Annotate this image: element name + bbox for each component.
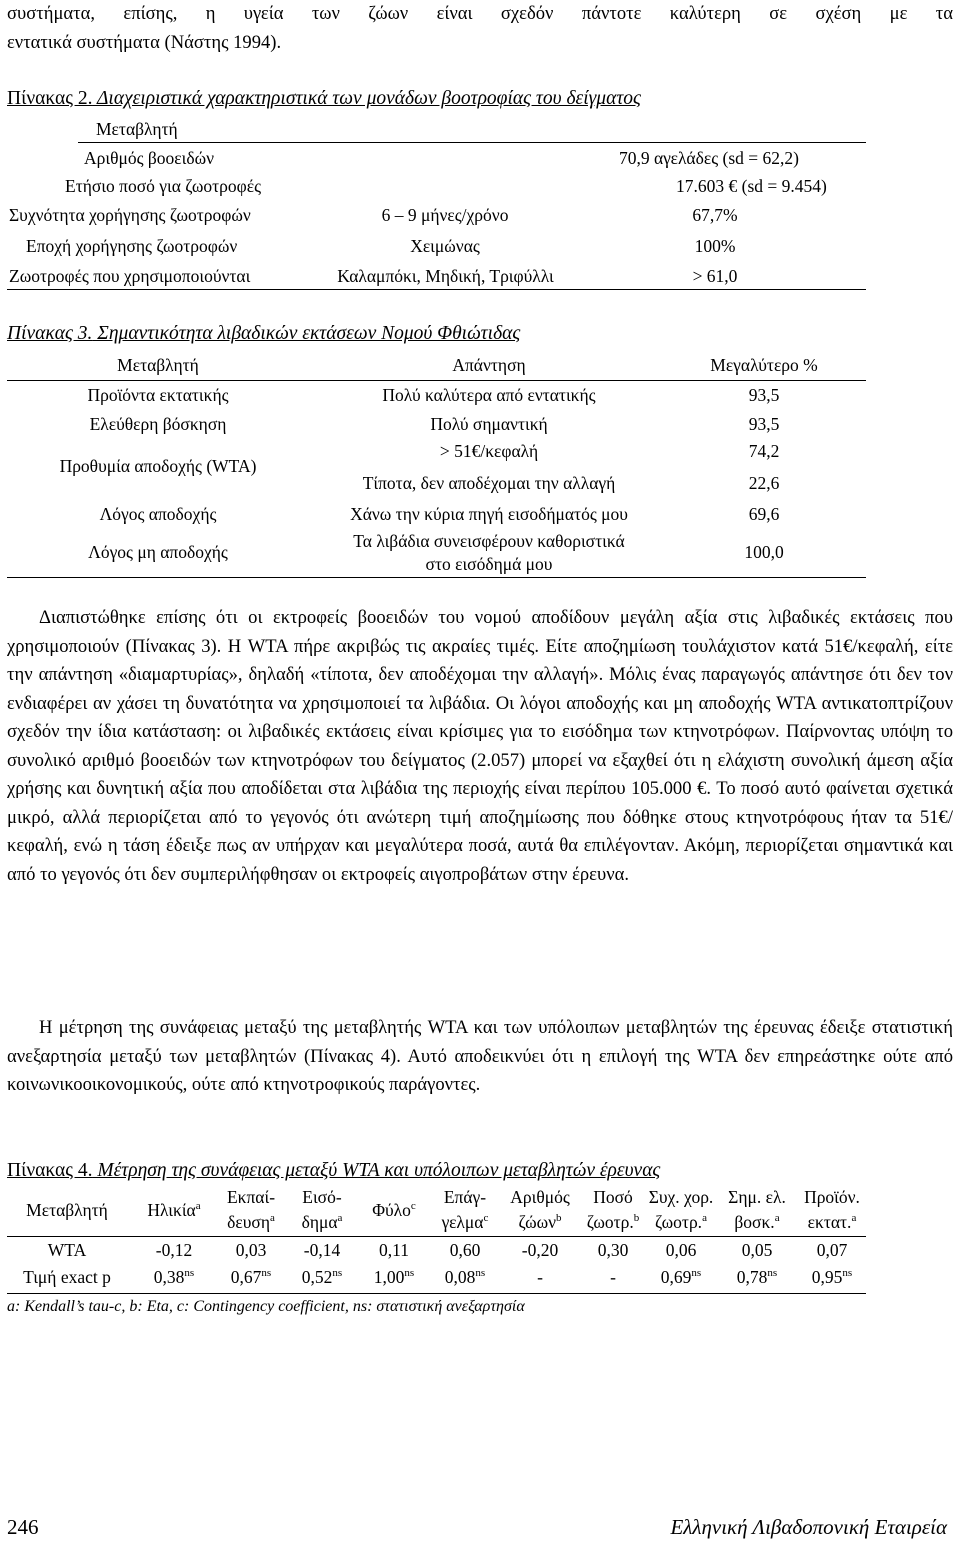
table2-row-value: 70,9 αγελάδες (sd = 62,2) <box>619 148 799 168</box>
table4-header-cell: ζώων$^b$ <box>518 1212 562 1232</box>
table3-row-answer: στο εισόδημά μου <box>425 554 553 574</box>
table4-header-cell: εκτατ.$^a$ <box>807 1212 857 1232</box>
table2-caption <box>7 86 641 112</box>
superscript: ns <box>184 1267 195 1280</box>
table4-header-cell: Ποσό <box>593 1187 633 1207</box>
table4-caption <box>7 1158 660 1184</box>
table4-header-cell: δευση$^a$ <box>227 1212 275 1232</box>
table4-title: Μέτρηση της συνάφειας μεταξύ WTA και υπόλοιπων μεταβλητών έρευνας <box>92 1160 661 1181</box>
superscript: b <box>633 1212 640 1225</box>
table2-row-answer: Καλαμπόκι, Μηδική, Τριφύλλι <box>337 266 554 286</box>
table2-row-var: Ετήσιο ποσό για ζωοτροφές <box>65 176 262 196</box>
superscript: ns <box>404 1267 415 1280</box>
table3-row-answer: Πολύ καλύτερα από εντατικής <box>382 385 596 405</box>
table4-cell: - <box>610 1267 616 1287</box>
superscript: a <box>774 1212 780 1225</box>
superscript: ns <box>332 1267 343 1280</box>
table4-footnote: a: Kendall’s tau-c, b: Eta, c: Contingency coefficient, ns: στατιστική ανεξαρτησία <box>7 1298 525 1315</box>
table3-row-pct: 93,5 <box>748 385 780 405</box>
table4-cell: 0,07 <box>816 1240 848 1260</box>
table4-header-cell: Σημ. ελ. <box>728 1187 786 1207</box>
body-paragraph: Διαπιστώθηκε επίσης ότι οι εκτροφείς βοοειδών του νομού αποδίδουν μεγάλη αξία στις λιβαδικές εκτάσεις που χρησιμοποιούν (Πίνακας 3). Η WTA πήρε ακριβώς τις ακραίες τιμές. Είτε αποζημίωση τουλάχιστον κατά 51€/κεφαλή, είτε την απάντηση «διαμαρτυρίας», δηλαδή «τίποτα, δεν αποδέχομαι την αλλαγή». Μόλις ένας παραγωγός απάντησε ότι δεν τον ενδιαφέρει αν χάσει τη δυνατότητα να χρησιμοποιεί τα λιβάδια. Οι λόγοι αποδοχής και μη αποδοχής WTA αντικατοπτρίζουν σχεδόν την ίδια κατάσταση: οι λιβαδικές εκτάσεις είναι κρίσιμες για το εισόδημα των κτηνοτρόφων. Παίρνοντας υπόψη το συνολικό αριθμό βοοειδών των κτηνοτρόφων του δείγματος (2.057) μπορεί να εξαχθεί ότι η ελάχιστη συνολική άμεση αξία χρήσης και δυνητική αξία που αποδίδεται στα λιβάδια της περιοχής είναι περίπου 105.000 €. Το ποσό αυτό φαίνεται σχετικά μικρό, αλλά περιορίζεται από το γεγονός ότι ανώτερη τιμή αποζημίωσης που δόθηκε στους κτηνοτρόφους ήταν τα 51€/κεφαλή, ενώ η τάση έδειξε πως αν υπήρχαν και μεγαλύτερα ποσά, αυτά θα επιλέγονταν. Ακόμη, περιορίζεται σημαντικά και από το γεγονός ότι δεν συμπεριλήφθησαν οι εκτροφείς αιγοπροβάτων στην έρευνα. <box>7 607 953 885</box>
table3-row-answer: Τα λιβάδια συνεισφέρουν καθοριστικά <box>353 531 625 551</box>
table4-cell: 0,60 <box>449 1240 481 1260</box>
table4-cell: $0,95^{ns}$ <box>811 1267 853 1287</box>
table2-header: Μεταβλητή <box>96 119 178 139</box>
table4-rule <box>7 1236 866 1237</box>
body-paragraph: Η μέτρηση της συνάφειας μεταξύ της μεταβλητής WTA και των υπόλοιπων μεταβλητών της έρευνας έδειξε στατιστική ανεξαρτησία μεταξύ των μεταβλητών (Πίνακας 4). Αυτό αποδεικνύει ότι η επιλογή της WTA δεν επηρεάστηκε ούτε από κοινωνικοοικονομικούς, ούτε από κτηνοτροφικούς παράγοντες. <box>7 1017 953 1095</box>
table4-header-cell: Συχ. χορ. <box>648 1187 714 1207</box>
superscript: c <box>483 1212 489 1225</box>
table4-header-cell: ζωοτρ.$^a$ <box>655 1212 707 1232</box>
table4-cell: $0,38^{ns}$ <box>153 1267 195 1287</box>
table2-title: Διαχειριστικά χαρακτηριστικά των μονάδων βοοτροφίας του δείγματος <box>92 88 641 109</box>
page-number: 246 <box>7 1515 39 1539</box>
table2-row-pct: 100% <box>694 236 736 256</box>
table2-row-value: 17.603 € (sd = 9.454) <box>676 176 827 196</box>
table3-row-pct: 74,2 <box>748 441 780 461</box>
table2-row-var: Ζωοτροφές που χρησιμοποιούνται <box>9 266 251 286</box>
table4-cell: 0,11 <box>379 1240 409 1260</box>
table4-cell: -0,12 <box>155 1240 193 1260</box>
table4-cell: $0,78^{ns}$ <box>736 1267 778 1287</box>
superscript: b <box>556 1212 562 1225</box>
table2-rule <box>78 142 866 143</box>
table4-header-cell: βοσκ.$^a$ <box>734 1212 780 1232</box>
superscript: a <box>702 1212 707 1225</box>
table3-row-pct: 69,6 <box>748 504 780 524</box>
superscript: a <box>337 1212 343 1225</box>
table4-cell: $0,67^{ns}$ <box>230 1267 272 1287</box>
intro-line: συστήματα, επίσης, η υγεία των ζώων είναι σχεδόν πάντοτε καλύτερη σε σχέση με τα <box>7 3 953 24</box>
table3-row-answer: Πολύ σημαντική <box>430 414 548 434</box>
table3-row-var: Προϊόντα εκτατικής <box>87 385 229 405</box>
table3-row-var: Προθυμία αποδοχής (WTA) <box>59 456 257 476</box>
table4-header-cell: Αριθμός <box>510 1187 570 1207</box>
table3-header-pct: Μεγαλύτερο % <box>710 355 818 375</box>
table3-row-answer: Τίποτα, δεν αποδέχομαι την αλλαγή <box>362 473 616 493</box>
table3-header-answer: Απάντηση <box>452 355 526 375</box>
table3-row-answer: Χάνω την κύρια πηγή εισοδήματός μου <box>350 504 628 524</box>
table3-header-var: Μεταβλητή <box>117 355 199 375</box>
table3-bottom-rule <box>7 577 866 578</box>
table2-label: Πίνακας 2. <box>7 88 93 109</box>
table4-header-cell: Μεταβλητή <box>26 1200 108 1220</box>
table3-title: Σημαντικότητα λιβαδικών εκτάσεων Νομού Φθιώτιδας <box>92 323 521 344</box>
table4-cell: $0,08^{ns}$ <box>444 1267 486 1287</box>
table4-header-cell: Ηλικία$^a$ <box>147 1200 201 1220</box>
superscript: c <box>410 1200 416 1213</box>
table4-bottom-rule <box>7 1293 866 1294</box>
table4-cell: $0,69^{ns}$ <box>660 1267 702 1287</box>
table2-row-answer: Χειμώνας <box>410 236 480 256</box>
table4-header-cell: Επάγ- <box>443 1187 487 1207</box>
table4-header-cell: Εκπαί- <box>226 1187 276 1207</box>
table3-row-pct: 22,6 <box>748 473 780 493</box>
table3-row-var: Λόγος αποδοχής <box>99 504 217 524</box>
table4-cell: $1,00^{ns}$ <box>373 1267 415 1287</box>
table4-cell: 0,06 <box>665 1240 697 1260</box>
superscript: ns <box>475 1267 486 1280</box>
table3-caption <box>7 321 520 347</box>
table2-row-var: Εποχή χορήγησης ζωοτροφών <box>26 236 238 256</box>
table2-row-var: Αριθμός βοοειδών <box>84 148 215 168</box>
superscript: ns <box>261 1267 272 1280</box>
table3-label: Πίνακας 3. <box>7 323 93 344</box>
table2-row-answer: 6 – 9 μήνες/χρόνο <box>381 205 509 225</box>
superscript: ns <box>842 1267 853 1280</box>
table4-cell: - <box>537 1267 543 1287</box>
table4-cell: -0,20 <box>521 1240 559 1260</box>
superscript: a <box>195 1200 201 1213</box>
table3-row-var: Λόγος μη αποδοχής <box>88 542 228 562</box>
table2-row-pct: > 61,0 <box>692 266 738 286</box>
superscript: ns <box>691 1267 702 1280</box>
table4-header-cell: ζωοτρ.$^b$ <box>586 1212 640 1232</box>
table4-header-cell: Φύλο$^c$ <box>372 1200 416 1220</box>
table4-header-cell: δημα$^a$ <box>301 1212 343 1232</box>
table4-row-label: WTA <box>47 1240 87 1260</box>
table4-cell: -0,14 <box>303 1240 341 1260</box>
table4-cell: 0,05 <box>741 1240 773 1260</box>
superscript: a <box>269 1212 275 1225</box>
table2-row-var: Συχνότητα χορήγησης ζωοτροφών <box>9 205 251 225</box>
table4-cell: $0,52^{ns}$ <box>301 1267 343 1287</box>
table2-row-pct: 67,7% <box>692 205 738 225</box>
superscript: a <box>851 1212 857 1225</box>
table4-header-cell: Προϊόν. <box>804 1187 860 1207</box>
table4-cell: 0,03 <box>235 1240 267 1260</box>
table4-cell: 0,30 <box>597 1240 629 1260</box>
table3-rule <box>7 380 866 381</box>
table3-row-pct: 93,5 <box>748 414 780 434</box>
superscript: ns <box>767 1267 778 1280</box>
intro-text <box>7 0 953 57</box>
table3-row-answer: > 51€/κεφαλή <box>439 441 539 461</box>
society-name: Ελληνική Λιβαδοπονική Εταιρεία <box>670 1515 947 1539</box>
table4-row-label: Τιμή exact p <box>23 1267 111 1287</box>
intro-line: εντατικά συστήματα (Νάστης 1994). <box>7 31 282 53</box>
table4-header-cell: γελμα$^c$ <box>441 1212 489 1232</box>
table4-header-cell: Εισό- <box>302 1187 342 1207</box>
table3-row-pct: 100,0 <box>744 542 784 562</box>
table4-label: Πίνακας 4. <box>7 1160 93 1181</box>
table2-bottom-rule <box>7 289 866 290</box>
table3-row-var: Ελεύθερη βόσκηση <box>89 414 227 434</box>
